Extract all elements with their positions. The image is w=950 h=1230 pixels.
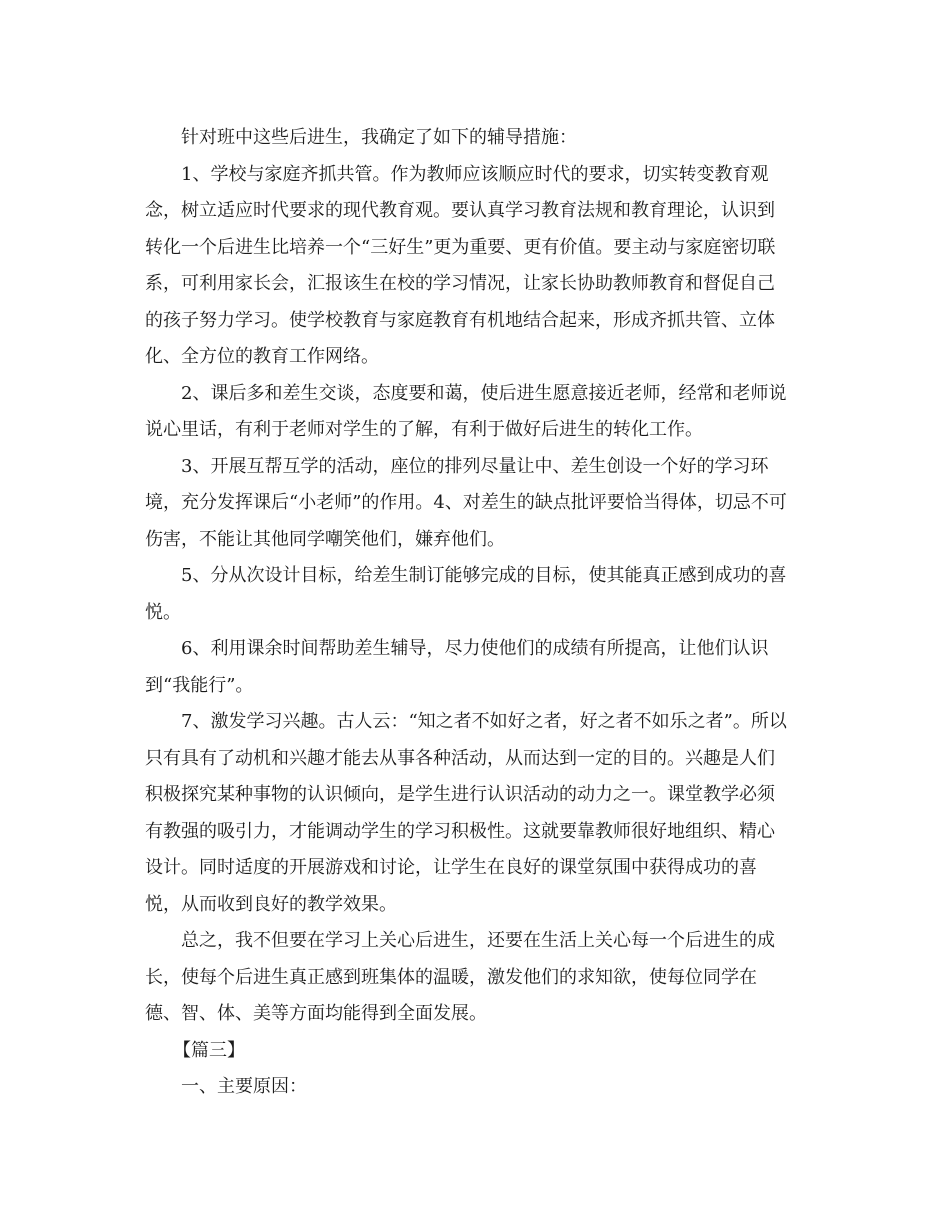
paragraph-item-5 <box>145 558 810 631</box>
text-line: 有教强的吸引力，才能调动学生的学习积极性。这就要靠教师很好地组织、精心 <box>145 820 775 842</box>
text-line: 6、利用课余时间帮助差生辅导，尽力使他们的成绩有所提高，让他们认识 <box>181 638 769 659</box>
paragraph-reasons <box>145 1069 810 1106</box>
paragraph-intro <box>145 120 810 157</box>
text-line: 念，树立适应时代要求的现代教育观。要认真学习教育法规和教育理论，认识到 <box>145 200 775 221</box>
text-line: 说心里话，有利于老师对学生的了解，有利于做好后进生的转化工作。 <box>145 419 703 440</box>
section-heading <box>145 1033 810 1070</box>
text-line: 5、分从次设计目标，给差生制订能够完成的目标，使其能真正感到成功的喜 <box>181 565 787 586</box>
text-line: 积极探究某种事物的认识倾向，是学生进行认识活动的动力之一。课堂教学必须 <box>145 784 775 805</box>
paragraph-item-1 <box>145 157 810 376</box>
text-line: 化、全方位的教育工作网络。 <box>145 346 379 367</box>
text-line: 长，使每个后进生真正感到班集体的温暖，激发他们的求知欲，使每位同学在 <box>145 966 757 988</box>
text-line: 系，可利用家长会，汇报该生在校的学习情况，让家长协助教师教育和督促自己 <box>145 273 775 294</box>
paragraph-item-3 <box>145 449 810 559</box>
subheading: 一、主要原因： <box>181 1076 307 1097</box>
text-line: 境，充分发挥课后“小老师”的作用。4、对差生的缺点批评要恰当得体，切忌不可 <box>145 492 787 513</box>
text-line: 悦，从而收到良好的教学效果。 <box>145 893 397 915</box>
paragraph-item-2 <box>145 376 810 449</box>
text-line: 只有具有了动机和兴趣才能去从事各种活动，从而达到一定的目的。兴趣是人们 <box>145 747 775 769</box>
text-line: 2、课后多和差生交谈，态度要和蔼，使后进生愿意接近老师，经常和老师说 <box>181 382 787 404</box>
text-line: 总之，我不但要在学习上关心后进生，还要在生活上关心每一个后进生的成 <box>181 930 775 951</box>
section-title: 【篇三】 <box>173 1039 245 1061</box>
paragraph-item-6 <box>145 631 810 704</box>
text-line: 悦。 <box>145 601 181 623</box>
text-line: 转化一个后进生比培养一个“三好生”更为重要、更有价值。要主动与家庭密切联 <box>145 236 776 258</box>
text-line: 德、智、体、美等方面均能得到全面发展。 <box>145 1003 487 1024</box>
text-line: 的孩子努力学习。使学校教育与家庭教育有机地结合起来，形成齐抓共管、立体 <box>145 309 775 331</box>
text-line: 到“我能行”。 <box>145 674 254 696</box>
text-line: 3、开展互帮互学的活动，座位的排列尽量让中、差生创设一个好的学习环 <box>181 455 769 477</box>
text-line: 设计。同时适度的开展游戏和讨论，让学生在良好的课堂氛围中获得成功的喜 <box>145 857 757 878</box>
paragraph-item-7 <box>145 704 810 923</box>
text-line: 针对班中这些后进生，我确定了如下的辅导措施： <box>181 127 577 148</box>
text-line: 7、激发学习兴趣。古人云：“知之者不如好之者，好之者不如乐之者”。所以 <box>181 711 787 732</box>
text-line: 伤害，不能让其他同学嘲笑他们，嫌弃他们。 <box>145 528 505 550</box>
paragraph-summary <box>145 923 810 1033</box>
text-line: 1、学校与家庭齐抓共管。作为教师应该顺应时代的要求，切实转变教育观 <box>181 163 769 185</box>
document-body <box>145 120 810 1106</box>
